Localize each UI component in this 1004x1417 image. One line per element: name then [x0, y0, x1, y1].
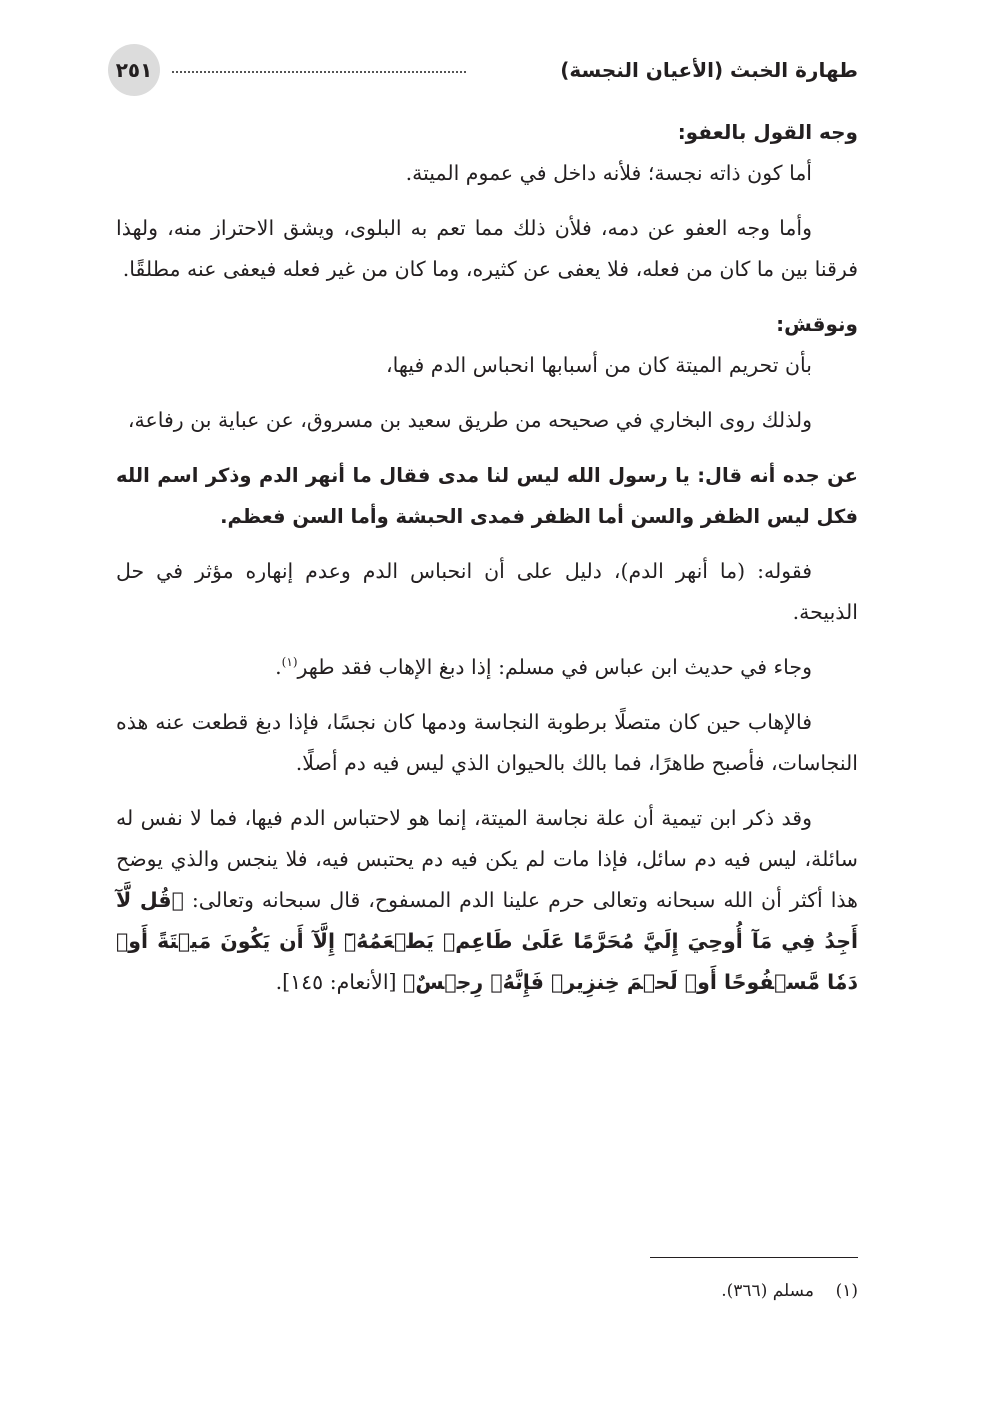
- paragraph: [116, 647, 858, 688]
- section-heading: وجه القول بالعفو:: [677, 120, 858, 144]
- paragraph-text: وقد ذكر ابن تيمية أن علة نجاسة الميتة، إنما هو لاحتباس الدم فيها، فما لا نفس له سائلة، ليس فيه دم سائل، فإذا مات لم يكن فيه دم يحتبس فيه، فلا ينجس والذي يوضح هذا أكثر أن الله سبحانه وتعالى حرم علينا الدم المسفوح، قال سبحانه وتعالى:: [116, 806, 858, 912]
- paragraph: بأن تحريم الميتة كان من أسبابها انحباس الدم فيها،: [385, 353, 812, 377]
- paragraph-end: .: [275, 655, 282, 679]
- paragraph: أما كون ذاته نجسة؛ فلأنه داخل في عموم الميتة.: [405, 161, 812, 185]
- footnote: [721, 1276, 858, 1306]
- paragraph: وأما وجه العفو عن دمه، فلأن ذلك مما تعم به البلوى، ويشق الاحتراز منه، ولهذا فرقنا بين ما كان من فعله، فلا يعفى عن كثيره، وما كان من غير فعله فيعفى عنه مطلقًا.: [116, 216, 858, 281]
- paragraph: ولذلك روى البخاري في صحيحه من طريق سعيد بن مسروق، عن عباية بن رفاعة،: [127, 408, 812, 432]
- paragraph: فقوله: (ما أنهر الدم)، دليل على أن انحباس الدم وعدم إنهاره مؤثر في حل الذبيحة.: [116, 559, 858, 624]
- footnote-separator: [650, 1257, 858, 1258]
- footnote-text: مسلم (٣٦٦).: [721, 1281, 814, 1301]
- quran-reference: [الأنعام: ١٤٥].: [275, 970, 397, 994]
- paragraph-text: وجاء في حديث ابن عباس في مسلم: إذا دبغ الإهاب فقد طهر: [297, 655, 812, 679]
- paragraph: فالإهاب حين كان متصلًا برطوبة النجاسة ودمها كان نجسًا، فإذا دبغ قطعت عنه هذه النجاسات، فأصبح طاهرًا، فما بالك بالحيوان الذي ليس فيه دم أصلًا.: [116, 710, 858, 775]
- header-dotted-leader: [172, 71, 466, 73]
- hadith-quote: عن جده أنه قال: يا رسول الله ليس لنا مدى فقال ما أنهر الدم وذكر اسم الله فكل ليس الظفر والسن أما الظفر فمدى الحبشة وأما السن فعظم.: [116, 464, 858, 528]
- running-header: [108, 44, 858, 96]
- footnote-marker: (١): [835, 1281, 858, 1301]
- quran-verse: ﴿قُل لَّآ أَجِدُ فِي مَآ أُوحِيَ إِلَيَّ مُحَرَّمًا عَلَىٰ طَاعِمٖ يَطۡعَمُهُۥٓ إِلَّآ أَن يَكُونَ مَيۡتَةً أَوۡ دَمٗا مَّسۡفُوحًا أَوۡ لَحۡمَ خِنزِيرٖ فَإِنَّهُۥ رِجۡسٌ﴾: [116, 888, 858, 994]
- page-number: ٢٥١: [108, 44, 160, 96]
- paragraph: [116, 798, 858, 1003]
- chapter-title: طهارة الخبث (الأعيان النجسة): [560, 58, 858, 82]
- footnote-reference[interactable]: (١): [281, 655, 298, 670]
- main-text: [116, 112, 858, 1003]
- section-heading: ونوقش:: [776, 312, 858, 336]
